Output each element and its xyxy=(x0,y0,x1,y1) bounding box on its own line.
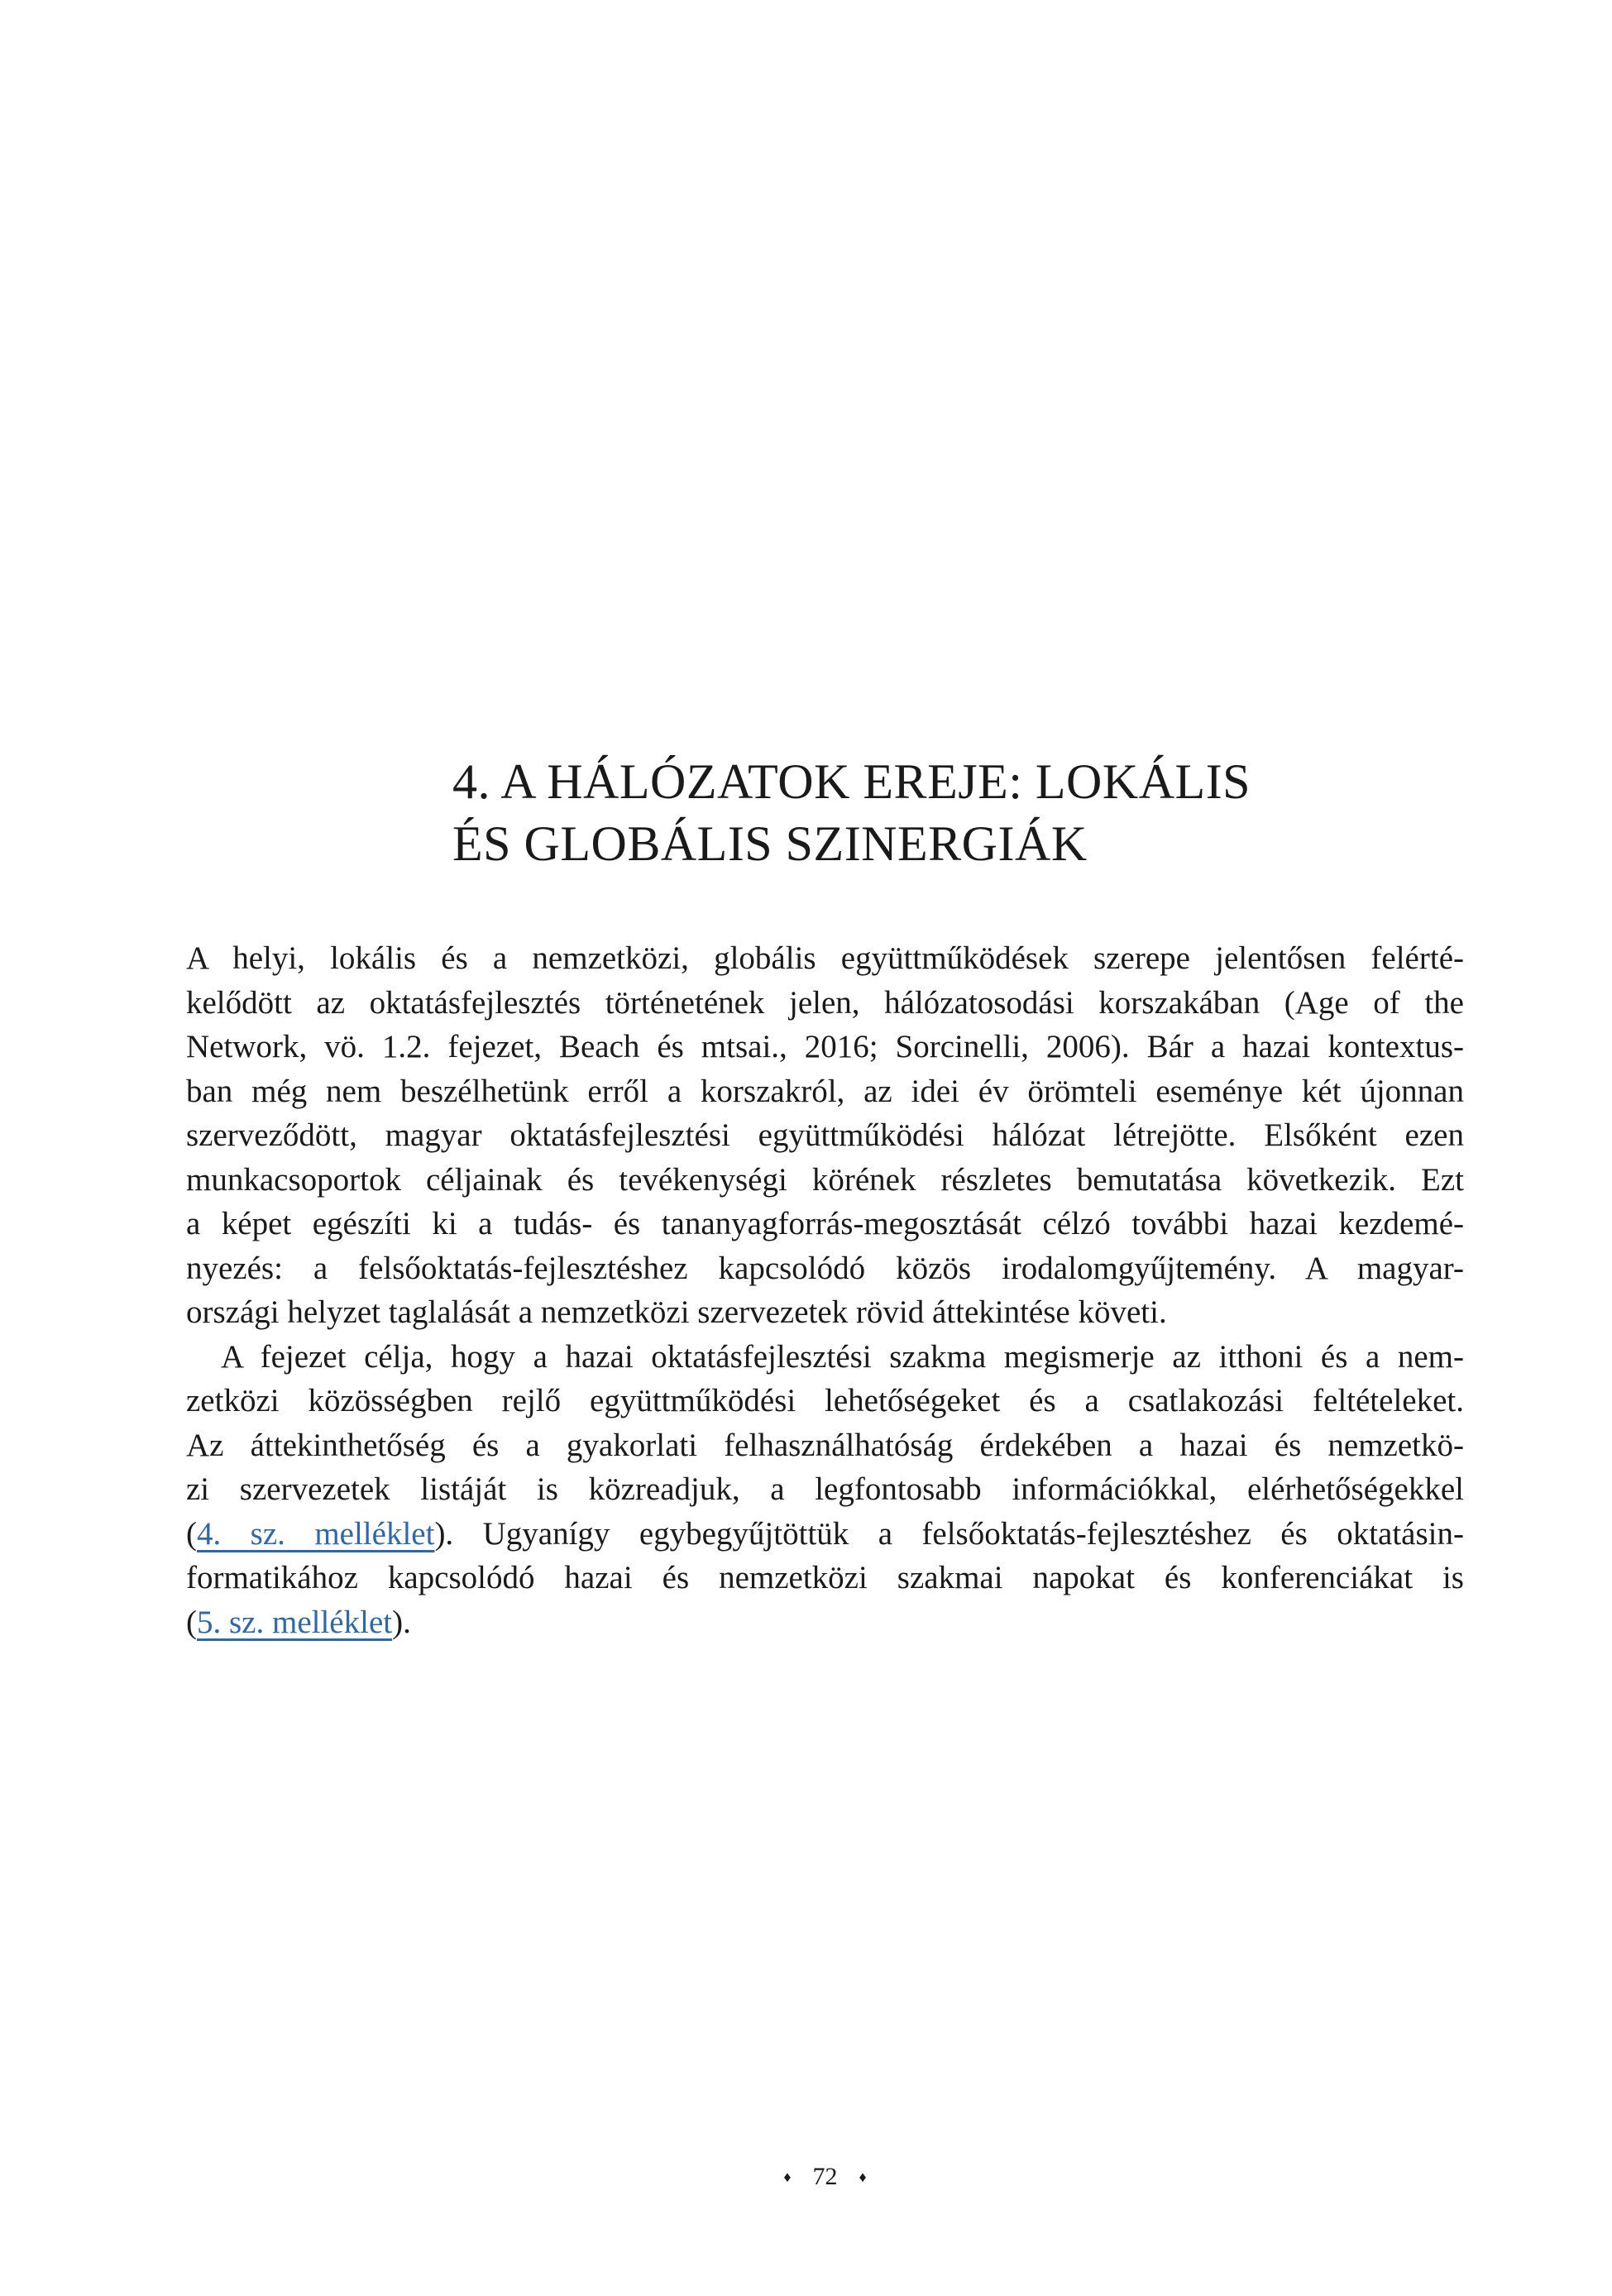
text-line xyxy=(186,1025,1464,1069)
text-segment: szerveződött, magyar oktatásfejlesztési együttműködési hálózat létrejötte. Elsőként ezen xyxy=(186,1117,1464,1153)
text-segment: ban még nem beszélhetünk erről a korszakról, az idei év örömteli eseménye két újonnan xyxy=(186,1073,1464,1109)
appendix-link[interactable]: 4. sz. melléklet xyxy=(197,1515,435,1552)
text-line xyxy=(186,1113,1464,1158)
text-line xyxy=(186,936,1464,981)
text-segment: ( xyxy=(186,1515,197,1552)
text-segment: ). xyxy=(392,1604,411,1640)
text-segment: zetközi közösségben rejlő együttműködési lehetőségeket és a csatlakozási feltételeket. xyxy=(186,1383,1464,1418)
text-line xyxy=(186,1556,1464,1600)
text-segment: a képet egészíti ki a tudás- és tananyagforrás-megosztását célzó további hazai kezdemé- xyxy=(186,1206,1464,1241)
text-line xyxy=(186,1600,1464,1645)
text-segment: kelődött az oktatásfejlesztés történetének jelen, hálózatosodási korszakában (Age of the xyxy=(186,984,1464,1021)
text-line xyxy=(186,1290,1464,1335)
text-segment: ). Ugyanígy egybegyűjtöttük a felsőoktatás-fejlesztéshez és oktatásin- xyxy=(434,1515,1464,1552)
text-line xyxy=(186,1246,1464,1291)
body-text xyxy=(186,936,1464,1644)
text-segment: A fejezet célja, hogy a hazai oktatásfejlesztési szakma megismerje az itthoni és a nem- xyxy=(221,1338,1464,1375)
text-segment: nyezés: a felsőoktatás-fejlesztéshez kapcsolódó közös irodalomgyűjtemény. A magyar- xyxy=(186,1250,1464,1286)
text-line xyxy=(186,1379,1464,1423)
appendix-link[interactable]: 5. sz. melléklet xyxy=(197,1604,393,1640)
footer-ornament-left-icon: ♦ xyxy=(783,2169,792,2185)
text-segment: ( xyxy=(186,1604,197,1640)
text-line xyxy=(186,1512,1464,1557)
text-segment: formatikához kapcsolódó hazai és nemzetközi szakmai napokat és konferenciákat is xyxy=(186,1560,1464,1595)
text-line xyxy=(186,1423,1464,1468)
text-line xyxy=(186,1335,1464,1380)
page-number: 72 xyxy=(812,2163,838,2190)
footer-ornament-right-icon: ♦ xyxy=(859,2169,867,2185)
text-segment: zi szervezetek listáját is közreadjuk, a legfontosabb információkkal, elérhetőségekkel xyxy=(186,1471,1464,1507)
text-line xyxy=(186,1069,1464,1114)
text-line xyxy=(186,1158,1464,1203)
text-segment: Network, vö. 1.2. fejezet, Beach és mtsai., 2016; Sorcinelli, 2006). Bár a hazai kontextus- xyxy=(186,1029,1464,1064)
text-line xyxy=(186,1467,1464,1512)
text-segment: munkacsoportok céljainak és tevékenységi körének részletes bemutatása következik. Ezt xyxy=(186,1161,1464,1198)
text-line xyxy=(186,1202,1464,1246)
chapter-title xyxy=(452,751,1544,875)
text-segment: országi helyzet taglalását a nemzetközi szervezetek rövid áttekintése követi. xyxy=(186,1294,1167,1330)
page-footer xyxy=(186,2160,1464,2198)
chapter-title-line-1: 4. A HÁLÓZATOK EREJE: LOKÁLIS xyxy=(452,754,1251,809)
text-segment: Az áttekinthetőség és a gyakorlati felhasználhatóság érdekében a hazai és nemzetkö- xyxy=(186,1427,1464,1463)
chapter-title-line-2: ÉS GLOBÁLIS SZINERGIÁK xyxy=(452,816,1088,871)
text-segment: A helyi, lokális és a nemzetközi, globális együttműködések szerepe jelentősen felérté- xyxy=(186,940,1464,976)
text-line xyxy=(186,981,1464,1026)
